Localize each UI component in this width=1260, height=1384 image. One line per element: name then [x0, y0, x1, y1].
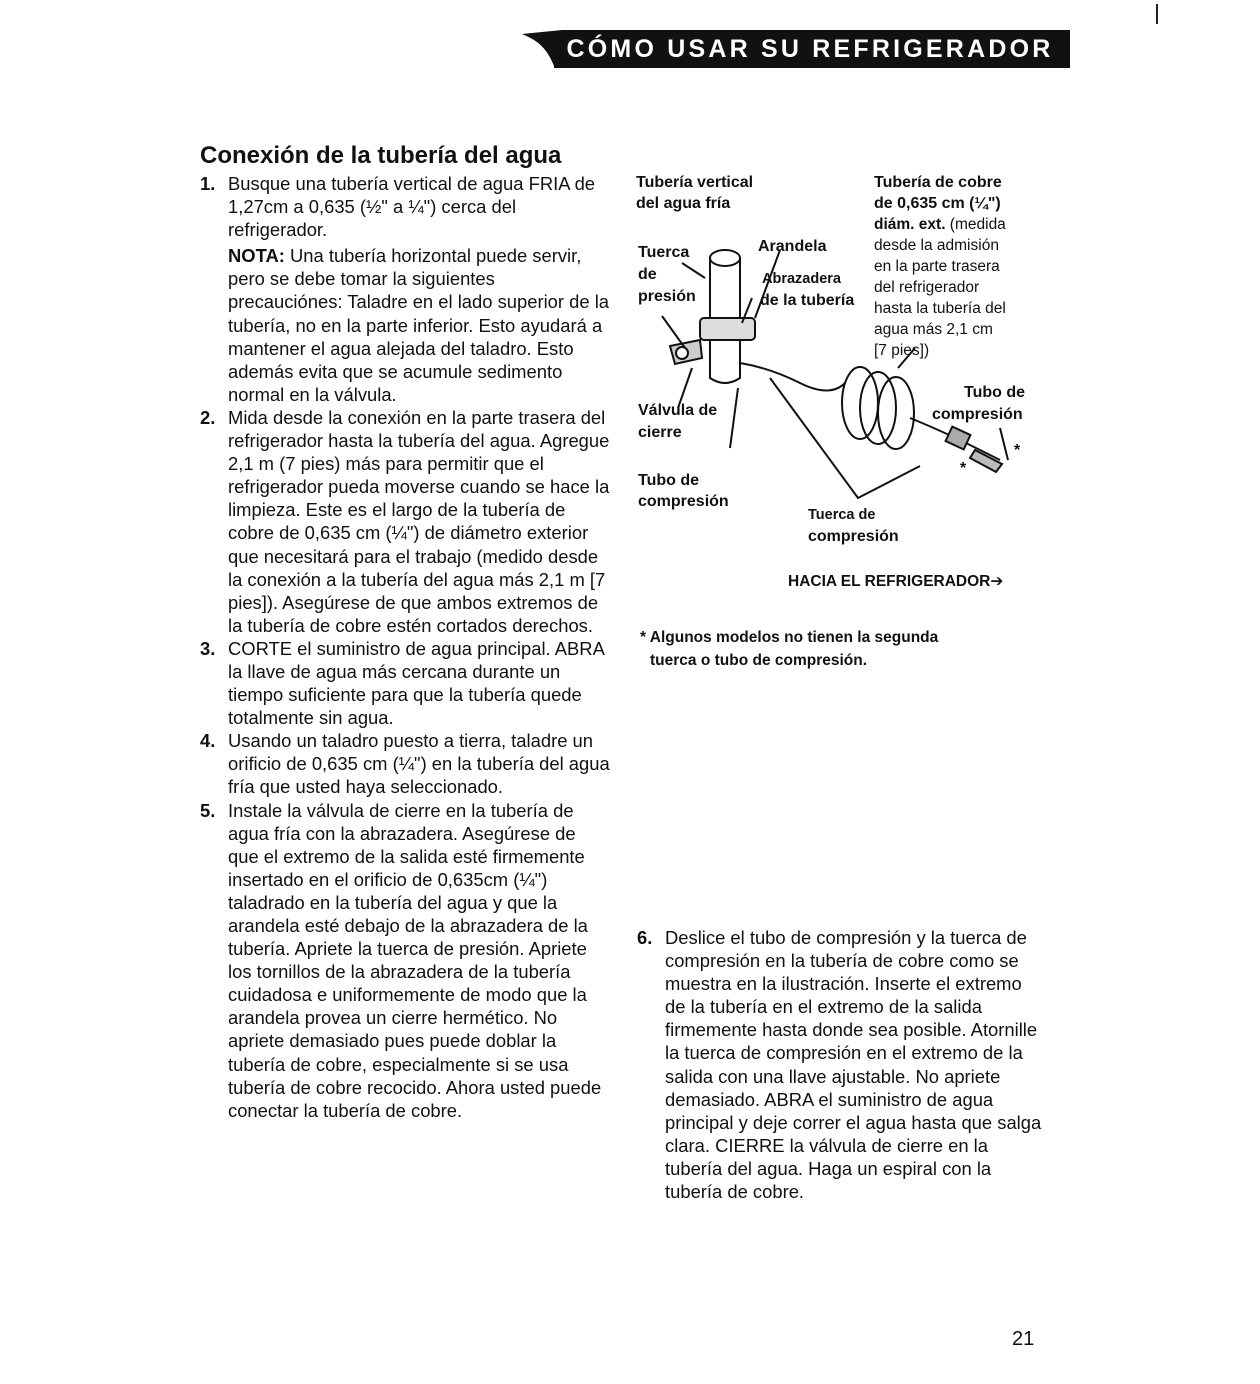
label-pressure-nut-3: presión [638, 288, 696, 305]
pipe-clamp [700, 318, 755, 340]
label-comp-tube-right-1: Tubo de [964, 384, 1026, 401]
label-copper-7: hasta la tubería del [874, 300, 1006, 317]
note-text: Una tubería horizontal puede servir, pero se debe tomar la siguientes precauciónes: Taladre en el lado superior de la tubería, no en la parte inferior. Esto ayudará a mantener el agua alejada del taladro. Esto además evita que se acumule sedimento normal en la válvula. [228, 245, 610, 405]
step-1 [200, 172, 610, 406]
step-text: CORTE el suministro de agua principal. ABRA la llave de agua más cercana durante un tiempo suficiente para que la tubería quede totalmente sin agua. [228, 637, 604, 729]
label-copper-2: de 0,635 cm (¼") [874, 195, 1001, 212]
step-number: 1. [200, 173, 216, 194]
label-valve-1: Válvula de [638, 402, 718, 419]
step-text: Deslice el tubo de compresión y la tuerca de compresión en la tubería de cobre como se muestra en la ilustración. Inserte el extremo de la tubería en el extremo de la salida firmemente hasta donde sea posible. Atornille la tuerca de compresión en el extremo de la salida con una llave ajustable. No apriete demasiado. ABRA el suministro de agua principal y deje correr el agua hasta que salga clara. CIERRE la válvula de cierre en la tubería del agua. Haga un espiral con la tubería de cobre. [665, 927, 1042, 1203]
step-number: 5. [200, 799, 216, 821]
label-pressure-nut-2: de [638, 266, 657, 283]
page-title: Conexión de la tubería del agua [200, 142, 562, 169]
step-note [228, 244, 610, 406]
label-comp-tube-left-1: Tubo de [638, 472, 700, 489]
footnote [640, 626, 1040, 672]
step-number: 2. [200, 406, 216, 428]
step-3 [200, 637, 610, 729]
label-clamp-1: Abrazadera [762, 271, 841, 287]
label-copper-3 [874, 214, 1006, 235]
step-number: 3. [200, 637, 216, 659]
step-4 [200, 729, 610, 798]
label-comp-tube-right-2: compresión [932, 406, 1023, 423]
step-text: Mida desde la conexión en la parte trasera del refrigerador hasta la tubería del agua. Agregue 2,1 m (7 pies) más para permitir que el refrigerador pueda moverse cuando se hace la limpieza. Este es el largo de la tubería de cobre de 0,635 cm (¼") de diámetro exterior que necesitará para el trabajo (medido desde la conexión a la tubería del agua más 2,1 m [7 pies]). Asegúrese de que ambos extremos de la tubería de cobre estén cortados derechos. [228, 406, 610, 636]
label-comp-nut-1: Tuerca de [808, 507, 876, 523]
label-copper-9: [7 pies]) [874, 342, 930, 359]
label-valve-2: cierre [638, 424, 682, 441]
instruction-list-continued [637, 926, 1047, 1203]
label-copper-1: Tubería de cobre [874, 174, 1002, 191]
label-copper-8: agua más 2,1 cm [874, 321, 993, 338]
label-clamp-2: de la tubería [760, 292, 855, 309]
asterisk-marker-2: * [960, 460, 967, 477]
step-text: Usando un taladro puesto a tierra, taladre un orificio de 0,635 cm (¼") en la tubería del agua fría que usted haya seleccionado. [228, 730, 610, 798]
copper-tube [740, 363, 845, 391]
label-copper-3-rest: (medida [945, 216, 1006, 233]
label-pressure-nut-1: Tuerca [638, 244, 690, 261]
step-5 [200, 799, 610, 1122]
label-comp-tube-left-2: compresión [638, 493, 729, 510]
crop-mark [1156, 4, 1158, 24]
footnote-line-1: * Algunos modelos no tienen la segunda [640, 629, 939, 646]
compression-nut [946, 427, 971, 450]
label-vertical-pipe-1: Tubería vertical [636, 174, 754, 191]
note-label: NOTA: [228, 245, 285, 267]
step-text: Busque una tubería vertical de agua FRIA de 1,27cm a 0,635 (½" a ¼") cerca del refrigerador. [228, 173, 596, 241]
label-vertical-pipe-2: del agua fría [636, 195, 731, 212]
page-number: 21 [1012, 1328, 1035, 1350]
step-text: Instale la válvula de cierre en la tubería de agua fría con la abrazadera. Asegúrese de que el extremo de la salida esté firmemente insertado en el orificio de 0,635cm (¼") taladrado en la tubería del agua y que la arandela esté debajo de la abrazadera de la tubería. Apriete la tuerca de presión. Apriete los tornillos de la abrazadera de la tubería cuidadosa e uniformemente de modo que la arandela provea un cierre hermético. No apriete demasiado pues puede doblar la tubería de cobre, especialmente si se usa tubería de cobre recocido. Ahora usted puede conectar la tubería de cobre. [228, 799, 602, 1121]
label-copper-5: en la parte trasera [874, 258, 1000, 275]
label-comp-nut-2: compresión [808, 528, 899, 545]
pipe-top [710, 250, 740, 266]
step-2 [200, 406, 610, 637]
section-banner [522, 30, 1070, 68]
label-copper-4: desde la admisión [874, 237, 999, 254]
instruction-list [200, 172, 610, 1122]
label-copper-6: del refrigerador [874, 279, 980, 296]
label-washer: Arandela [758, 238, 827, 255]
banner-title: CÓMO USAR SU REFRIGERADOR [566, 35, 1054, 63]
footnote-line-2: tuerca o tubo de compresión. [650, 652, 868, 669]
asterisk-marker-1: * [1014, 442, 1021, 459]
step-number: 4. [200, 730, 216, 752]
direction-label: HACIA EL REFRIGERADOR➔ [788, 573, 1004, 590]
label-copper-3-bold: diám. ext. [874, 216, 946, 233]
step-6 [637, 926, 1047, 1203]
step-number: 6. [637, 927, 653, 948]
